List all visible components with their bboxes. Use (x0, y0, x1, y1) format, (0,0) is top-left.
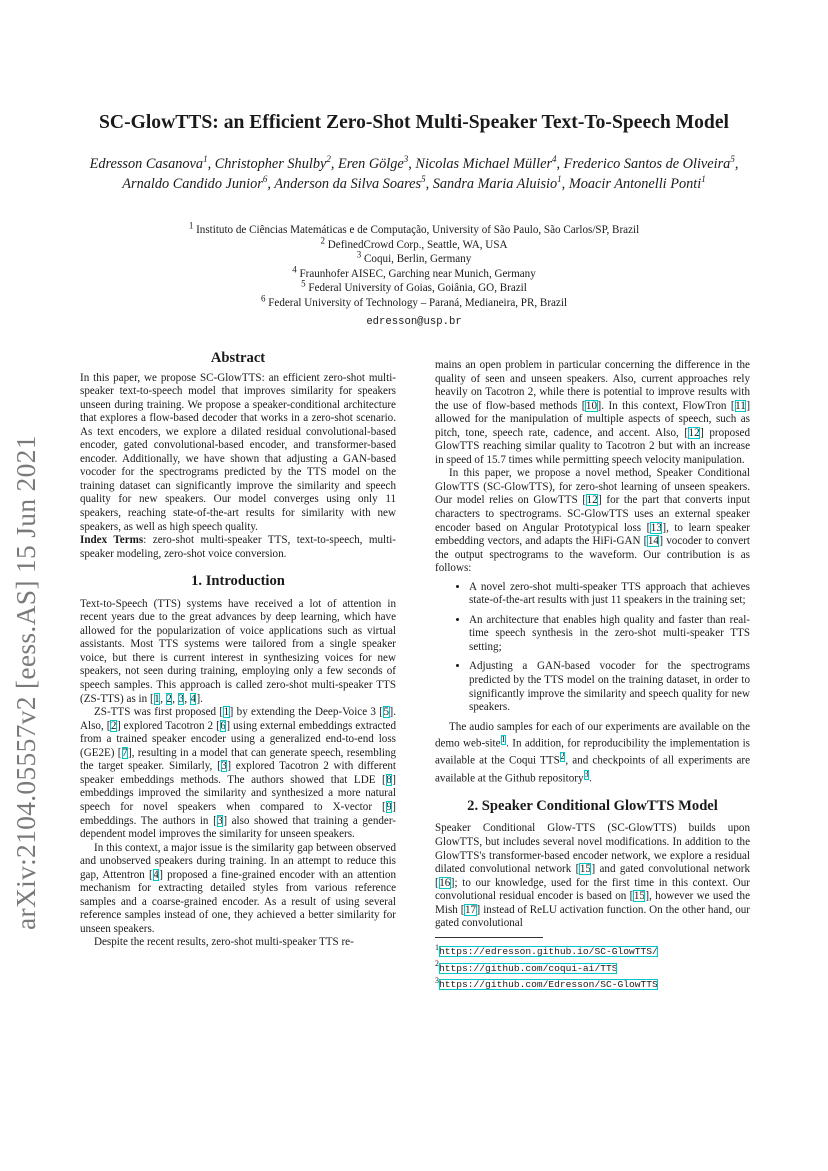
abstract-text: In this paper, we propose SC-GlowTTS: an efficient zero-shot multi-speaker text-to-speech model that improves similarity for speakers unseen during training. We propose a speaker-conditional architecture that explores a flow-based decoder that works in a zero-shot scenario. As text encoders, we explore a dilated residual convolutional-based encoder, gated convolutional-based encoder, and transformer-based encoder. Additionally, we have shown that adjusting a GAN-based vocoder for the spectrograms predicted by the TTS model on the training dataset can significantly improve the similarity and speech quality for new speakers. Our model converges using only 11 speakers, reaching state-of-the-art results for similarity with new speakers, as well as high speech quality. (80, 371, 396, 533)
author-affiliation-mark: 3 (403, 154, 409, 165)
author-affiliation-mark: 1 (557, 174, 562, 185)
affiliation-list (0, 220, 828, 329)
author-name: Nicolas Michael Müller (415, 156, 553, 172)
citation-link[interactable]: 11 (735, 399, 746, 412)
author-name: Eren Gölge (337, 156, 404, 172)
citation-link[interactable]: 6 (220, 719, 226, 732)
author-list: Edresson Casanova$^1$, Christopher Shulby$^2$, Eren Gölge$^3$, Nicolas Michael Müller$^4$, Frederico Santos de Oliveira$^5$, Arnaldo Candido Junior$^6$, Anderson da Silva Soares$^5$, Sandra Maria Aluisio$^1$, Moacir Antonelli Ponti$^1$ (89, 154, 739, 192)
author-name: Anderson da Silva Soares (274, 176, 422, 192)
author-affiliation-mark: 6 (262, 174, 268, 185)
section-2-paragraph-1: Speaker Conditional Glow-TTS (SC-GlowTTS) builds upon GlowTTS, but includes several novel modifications. In addition to the GlowTTS's transformer-based encoder network, we explore a residual dilated convolutional network [15] and gated convolutional network [16]; to our knowledge, used for the first time in this context. Our convolutional residual encoder is based on [15], however we used the Mish [17] instead of ReLU activation function. On the other hand, our gated convolutional (435, 822, 750, 930)
right-column (435, 359, 750, 992)
citation-link[interactable]: 8 (386, 773, 392, 786)
author-affiliation-mark: 2 (326, 154, 331, 165)
citation-link[interactable]: 4 (190, 692, 196, 705)
citation-link[interactable]: 17 (464, 903, 477, 916)
footnote-url[interactable]: https://github.com/Edresson/SC-GlowTTS (439, 979, 658, 991)
list-item: • Adjusting a GAN-based vocoder for the spectrograms predicted by the TTS model on the training dataset, in order to significantly improve the similarity and speech quality for new speakers. (469, 660, 750, 714)
citation-link[interactable]: 15 (633, 890, 645, 903)
citation-link[interactable]: 12 (688, 426, 700, 439)
author-affiliation-mark: 5 (730, 154, 735, 165)
footnote-link[interactable]: 3 (584, 769, 589, 780)
abstract-heading: Abstract (210, 350, 266, 366)
intro-paragraph-2: ZS-TTS was first proposed [1] by extending the Deep-Voice 3 [5]. Also, [2] explored Tacotron 2 [6] using external embeddings extracted from a trained speaker encoder using a generalized end-to-end loss (GE2E) [7], resulting in a model that can generate speech, resembling the target speaker. Similarly, [3] explored Tacotron 2 with different speaker embeddings methods. The authors showed that LDE [8] embeddings improved the similarity and synthesized a more natural speech for novel speakers when compared to X-vector [9] embeddings. The authors in [3] also showed that training a gender-dependent model improves the similarity for unseen speakers. (80, 706, 397, 841)
citation-link[interactable]: 13 (650, 521, 662, 534)
author-affiliation-mark: 1 (203, 154, 208, 165)
author-name: Edresson Casanova (89, 156, 204, 172)
citation-link[interactable]: 1 (223, 706, 230, 719)
author-affiliation-mark: 5 (421, 174, 426, 185)
intro-paragraph-7: The audio samples for each of our experiments are available on the demo web-site$^1$. In addition, for reproducibility the implementation is available at the Coqui TTS$^2$, and checkpoints of all experiments are available at the Github repository$^3$. (435, 720, 750, 785)
author-name: Christopher Shulby (214, 156, 327, 172)
footnote-link[interactable]: 2 (560, 752, 565, 763)
citation-link[interactable]: 4 (153, 868, 159, 881)
footnote: $^1$https://edresson.github.io/SC-GlowTTS/ (435, 942, 658, 958)
intro-paragraph-5: mains an open problem in particular concerning the difference in the quality of seen and unseen speakers. Also, current approaches rely heavily on Tacotron 2, while there is potential to improve results with the use of flow-based methods [10]. In this context, FlowTron [11] allowed for the manipulation of multiple aspects of speech, such as pitch, tone, speech rate, cadence, and accent. Also, [12] proposed GlowTTS reaching similar quality to Tacotron 2 but with an increase in speed of 15.7 times while permitting speech velocity manipulation. (435, 359, 751, 466)
author-affiliation-mark: 1 (701, 174, 706, 185)
arxiv-identifier: arXiv:2104.05557v2 [eess.AS] 15 Jun 2021 (10, 435, 41, 930)
list-item: • An architecture that enables high quality and faster than real-time speech synthesis in the zero-shot multi-speaker TTS setting; (469, 614, 750, 655)
footnote-divider (435, 937, 543, 938)
intro-paragraph-1: Text-to-Speech (TTS) systems have received a lot of attention in recent years due to the great advances by deep learning, which have allowed for the popularization of voice applications such as virtual assistants. Most TTS systems were tailored from a single speaker voice, but there is current interest in synthesizing voices for new speakers, not seen during training, employing only a few seconds of speech samples. This approach is called zero-shot multi-speaker TTS (ZS-TTS) as in [1, 2, 3, 4]. (80, 597, 396, 705)
citation-link[interactable]: 9 (386, 800, 392, 813)
left-column (80, 352, 396, 950)
citation-link[interactable]: 3 (221, 760, 227, 773)
author-name: Moacir Antonelli Ponti (568, 176, 702, 192)
index-terms-text: : zero-shot multi-speaker TTS, text-to-speech, multi-speaker modeling, zero-shot voice conversion. (80, 534, 396, 560)
footnote-link[interactable]: 1 (501, 735, 506, 746)
citation-link[interactable]: 5 (383, 706, 390, 719)
citation-link[interactable]: 7 (122, 746, 128, 759)
footnote: $^3$https://github.com/Edresson/SC-GlowTTS (435, 976, 658, 991)
affiliation: $^2$ DefinedCrowd Corp., Seattle, WA, USA (320, 234, 508, 251)
affiliation: $^4$ Fraunhofer AISEC, Garching near Munich, Germany (292, 264, 536, 280)
paper-title: SC-GlowTTS: an Efficient Zero-Shot Multi-Speaker Text-To-Speech Model (99, 112, 729, 133)
citation-link[interactable]: 14 (647, 535, 659, 548)
citation-link[interactable]: 15 (579, 863, 591, 876)
citation-link[interactable]: 10 (585, 399, 598, 412)
affiliation: $^5$ Federal University of Goias, Goiânia, GO, Brazil (301, 278, 527, 295)
author-name: Frederico Santos de Oliveira (563, 156, 731, 172)
list-item: • A novel zero-shot multi-speaker TTS approach that achieves state-of-the-art results with just 11 speakers in the training set; (469, 581, 750, 608)
citation-link[interactable]: 16 (439, 876, 451, 889)
author-affiliation-mark: 4 (552, 154, 557, 165)
footnote: $^2$https://github.com/coqui-ai/TTS (435, 959, 618, 974)
affiliation: $^1$ Instituto de Ciências Matemáticas e de Computação, University of São Paulo, São Carlos/SP, Brazil (188, 220, 640, 236)
author-name: Arnaldo Candido Junior (122, 176, 263, 192)
footnote-url[interactable]: https://edresson.github.io/SC-GlowTTS/ (439, 946, 658, 958)
index-terms (80, 534, 396, 561)
author-name: Sandra Maria Aluisio (432, 176, 558, 192)
section-2-heading: 2. Speaker Conditional GlowTTS Model (467, 797, 718, 814)
index-terms-label: Index Terms (80, 534, 144, 547)
citation-link[interactable]: 12 (586, 494, 598, 507)
footnote-url[interactable]: https://github.com/coqui-ai/TTS (439, 962, 618, 974)
intro-paragraph-4: Despite the recent results, zero-shot multi-speaker TTS re- (94, 936, 354, 949)
affiliation: $^6$ Federal University of Technology – Paraná, Medianeira, PR, Brazil (260, 293, 568, 309)
citation-link[interactable]: 2 (166, 692, 172, 705)
introduction-heading: 1. Introduction (191, 573, 285, 590)
citation-link[interactable]: 1 (154, 692, 160, 705)
citation-link[interactable]: 2 (110, 719, 117, 732)
intro-paragraph-3: In this context, a major issue is the similarity gap between observed and unobserved speakers during training. In an attempt to reduce this gap, Attentron [4] proposed a fine-grained encoder with an attention mechanism for extracting detailed styles from various reference samples and a coarse-grained encoder. As a result of using several reference samples instead of one, they achieved a better similarity for unseen speakers. (80, 841, 396, 935)
contribution-list (435, 581, 750, 715)
citation-link[interactable]: 3 (178, 692, 184, 705)
intro-paragraph-6: In this paper, we propose a novel method, Speaker Conditional GlowTTS (SC-GlowTTS), for zero-shot learning of unseen speakers. Our model relies on GlowTTS [12] for the part that converts input characters to spectrograms. SC-GlowTTS uses an external speaker encoder based on Angular Prototypical loss [13], to learn speaker embedding vectors, and adapts the HiFi-GAN [14] vocoder to convert the output spectrograms to the waveform. Our contribution is as follows: (435, 467, 751, 575)
citation-link[interactable]: 3 (217, 814, 223, 827)
affiliation: $^3$ Coqui, Berlin, Germany (356, 249, 472, 266)
contact-email[interactable]: edresson@usp.br (366, 315, 462, 328)
